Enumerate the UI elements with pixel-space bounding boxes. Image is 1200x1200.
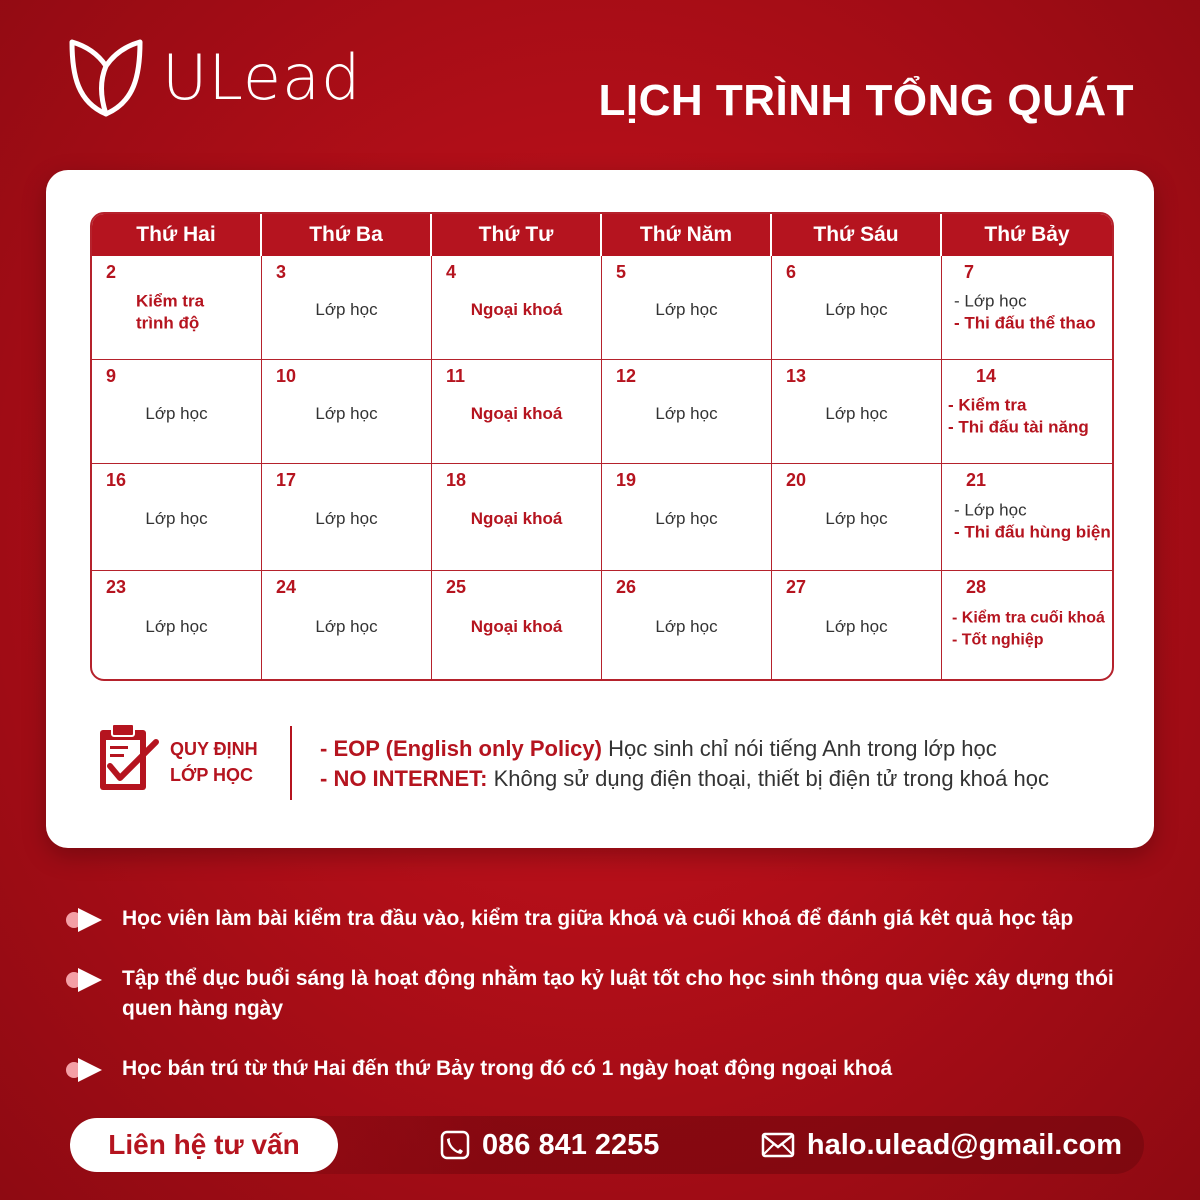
calendar-cell (602, 464, 772, 570)
calendar-cell (772, 256, 942, 359)
rules-divider (290, 726, 292, 800)
rules-label (170, 736, 258, 788)
calendar-cell (262, 464, 432, 570)
activity: Lớp học (825, 299, 888, 319)
day-number: 6 (786, 262, 797, 282)
arrow-bullet-icon (64, 966, 104, 994)
page-title: LỊCH TRÌNH TỔNG QUÁT (598, 76, 1134, 125)
calendar-cell (432, 464, 602, 570)
activity-line: - Lớp học (954, 290, 1027, 310)
calendar-cell (942, 571, 1112, 679)
activity-line: - Thi đấu hùng biện (954, 522, 1111, 542)
day-number: 13 (786, 366, 807, 386)
activity: Lớp học (145, 509, 208, 529)
activity (942, 290, 1112, 334)
day-number: 14 (976, 366, 997, 386)
calendar-week-2 (92, 359, 1112, 463)
calendar-cell (92, 256, 262, 359)
calendar-cell (772, 360, 942, 463)
activity: Lớp học (655, 509, 718, 529)
email-icon (761, 1132, 795, 1158)
activity-line: - Lớp học (954, 500, 1027, 520)
class-rules (96, 718, 1106, 804)
rule-key: - NO INTERNET: (320, 766, 488, 791)
day-number: 5 (616, 262, 627, 282)
activity: Lớp học (655, 403, 718, 423)
phone-icon (440, 1130, 470, 1160)
contact-button[interactable]: Liên hệ tư vấn (70, 1118, 338, 1172)
day-number: 9 (106, 366, 117, 386)
day-number: 23 (106, 577, 127, 597)
clipboard-check-icon (96, 720, 162, 794)
header-mon: Thứ Hai (92, 214, 262, 256)
header-tue: Thứ Ba (262, 214, 432, 256)
activity: Lớp học (145, 617, 208, 637)
day-number: 2 (106, 262, 117, 282)
calendar-cell (772, 464, 942, 570)
arrow-bullet-icon (64, 906, 104, 934)
bullet-item (64, 1054, 1154, 1084)
calendar-week-1 (92, 256, 1112, 359)
day-number: 3 (276, 262, 287, 282)
calendar-cell (602, 256, 772, 359)
activity-line: trình độ (136, 312, 200, 332)
bullet-text: Học bán trú từ thứ Hai đến thứ Bảy trong đó có 1 ngày hoạt động ngoại khoá (122, 1057, 893, 1080)
activity: Lớp học (315, 403, 378, 423)
info-bullets (64, 904, 1154, 1084)
header-fri: Thứ Sáu (772, 214, 942, 256)
phone-number: 086 841 2255 (482, 1128, 660, 1161)
activity: Lớp học (145, 403, 208, 423)
bullet-text: Học viên làm bài kiểm tra đầu vào, kiểm tra giữa khoá và cuối khoá để đánh giá kêt quả học tập (122, 907, 1074, 930)
day-number: 24 (276, 577, 297, 597)
rules-label-line: LỚP HỌC (170, 765, 254, 785)
activity: Lớp học (655, 617, 718, 637)
calendar-cell (262, 256, 432, 359)
calendar-cell (772, 571, 942, 679)
day-number: 7 (964, 262, 975, 282)
activity-line: - Thi đấu thể thao (954, 312, 1096, 332)
day-number: 20 (786, 470, 807, 490)
email-link[interactable] (761, 1116, 1122, 1174)
rule-text: Học sinh chỉ nói tiếng Anh trong lớp học (601, 736, 997, 761)
schedule-card (46, 170, 1154, 848)
activity (92, 290, 261, 334)
activity: Ngoại khoá (470, 509, 563, 529)
email-address: halo.ulead@gmail.com (806, 1128, 1122, 1161)
rule-item (320, 764, 1049, 794)
activity: Lớp học (825, 509, 888, 529)
calendar-week-4 (92, 570, 1112, 679)
activity-line: - Kiểm tra (948, 394, 1027, 414)
calendar-cell (602, 571, 772, 679)
activity-line: Kiểm tra (136, 290, 205, 310)
activity: Lớp học (315, 299, 378, 319)
activity (942, 607, 1112, 651)
day-number: 12 (616, 366, 637, 386)
calendar-cell (432, 256, 602, 359)
activity: Lớp học (655, 299, 718, 319)
header-thu: Thứ Năm (602, 214, 772, 256)
calendar-cell (92, 360, 262, 463)
day-number: 26 (616, 577, 637, 597)
activity: Lớp học (315, 617, 378, 637)
activity: Ngoại khoá (470, 617, 563, 637)
day-number: 19 (616, 470, 637, 490)
calendar-cell (262, 571, 432, 679)
day-number: 18 (446, 470, 467, 490)
activity: Lớp học (315, 509, 378, 529)
day-number: 16 (106, 470, 127, 490)
day-number: 28 (966, 577, 987, 597)
calendar-header (92, 214, 1112, 256)
calendar-cell (942, 360, 1112, 463)
bullet-item (64, 964, 1154, 1024)
day-number: 25 (446, 577, 467, 597)
calendar-week-3 (92, 463, 1112, 570)
bullet-item (64, 904, 1154, 934)
activity: Ngoại khoá (470, 403, 563, 423)
activity (942, 499, 1112, 543)
rule-text: Không sử dụng điện thoại, thiết bị điện tử trong khoá học (487, 766, 1049, 791)
day-number: 10 (276, 366, 297, 386)
calendar-cell (432, 360, 602, 463)
arrow-bullet-icon (64, 1056, 104, 1084)
calendar-cell (942, 464, 1112, 570)
calendar-cell (262, 360, 432, 463)
activity (942, 394, 1112, 438)
header-wed: Thứ Tư (432, 214, 602, 256)
day-number: 21 (966, 470, 987, 490)
activity: Lớp học (825, 617, 888, 637)
calendar-cell (942, 256, 1112, 359)
header-sat: Thứ Bảy (984, 223, 1070, 246)
calendar-cell (92, 464, 262, 570)
phone-link[interactable] (440, 1116, 659, 1174)
activity: Ngoại khoá (470, 299, 563, 319)
bullet-text: Tập thể dục buổi sáng là hoạt động nhằm tạo kỷ luật tốt cho học sinh thông qua việc xây dựng thói quen hàng ngày (122, 967, 1114, 1020)
day-number: 11 (446, 366, 466, 386)
calendar-cell (92, 571, 262, 679)
day-number: 4 (446, 262, 457, 282)
rule-key: - EOP (English only Policy) (320, 736, 602, 761)
activity-line: - Thi đấu tài năng (948, 416, 1089, 436)
tulip-logo-icon (64, 36, 148, 120)
schedule-calendar (90, 212, 1114, 681)
activity-line: - Kiểm tra cuối khoá (952, 609, 1105, 627)
activity: Lớp học (825, 403, 888, 423)
rules-label-line: QUY ĐỊNH (170, 739, 258, 759)
calendar-cell (602, 360, 772, 463)
day-number: 17 (276, 470, 297, 490)
rule-item (320, 734, 1049, 764)
brand-logo (64, 36, 361, 120)
activity-line: - Tốt nghiệp (952, 631, 1044, 649)
calendar-cell (432, 571, 602, 679)
contact-footer (64, 1116, 1144, 1174)
day-number: 27 (786, 577, 807, 597)
brand-name: ULead (162, 41, 362, 114)
rules-list (320, 734, 1049, 794)
